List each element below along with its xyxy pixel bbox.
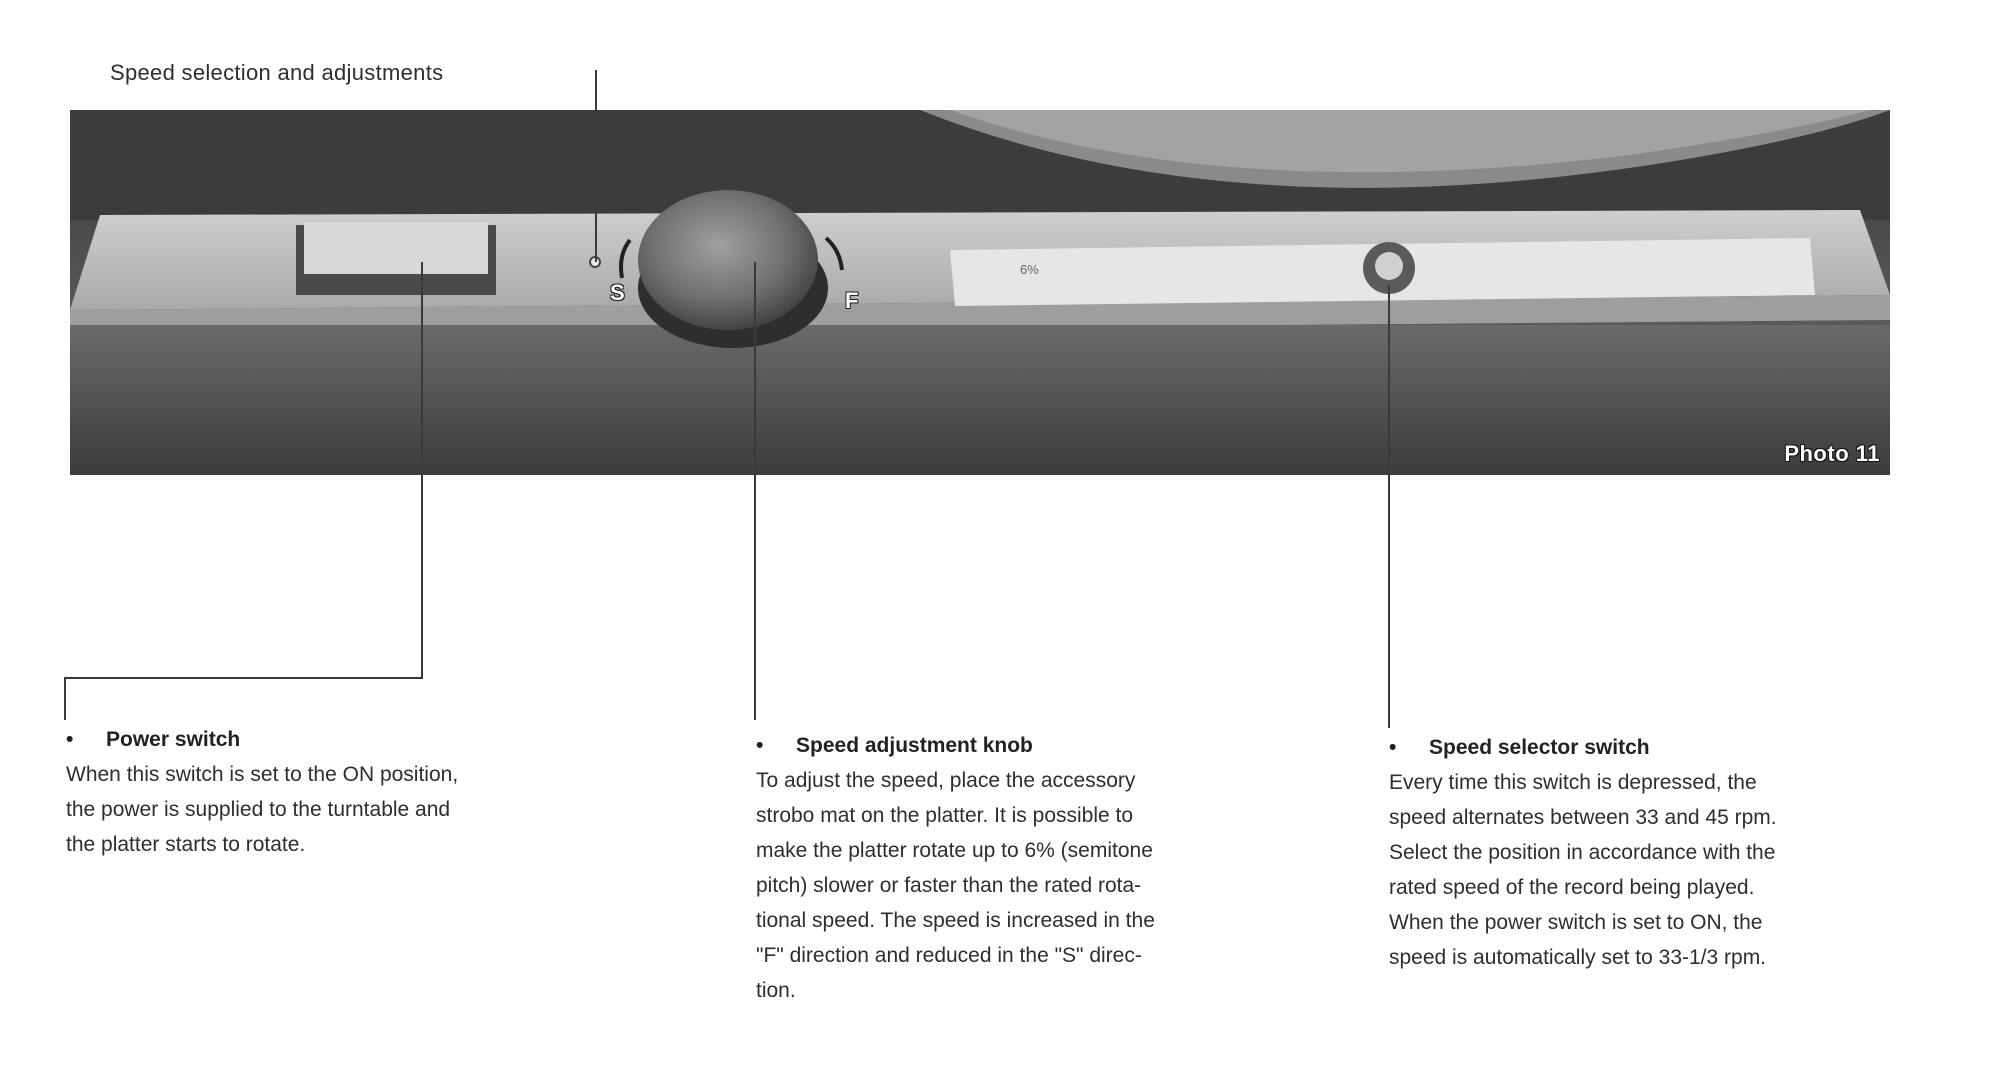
power-leader bbox=[65, 262, 422, 720]
figure-title: Speed selection and adjustments bbox=[110, 60, 444, 85]
section-title: • Power switch bbox=[66, 728, 241, 751]
section-line: make the platter rotate up to 6% (semitone bbox=[756, 839, 1153, 862]
power-switch-section bbox=[66, 722, 621, 862]
slow-mark: S bbox=[610, 280, 625, 305]
fast-mark: F bbox=[845, 288, 859, 313]
speed-adjustment-section bbox=[756, 728, 1306, 1008]
section-line: tion. bbox=[756, 979, 796, 1002]
section-line: the power is supplied to the turntable and bbox=[66, 798, 451, 821]
section-line: speed alternates between 33 and 45 rpm. bbox=[1389, 806, 1777, 829]
section-line: strobo mat on the platter. It is possible to bbox=[756, 804, 1134, 827]
section-title: • Speed selector switch bbox=[1389, 736, 1650, 759]
section-line: Select the position in accordance with the bbox=[1389, 841, 1776, 864]
speed-selector-section bbox=[1389, 730, 1939, 975]
section-line: When this switch is set to the ON position, bbox=[66, 763, 459, 786]
section-line: Every time this switch is depressed, the bbox=[1389, 771, 1757, 794]
section-line: When the power switch is set to ON, the bbox=[1389, 911, 1763, 934]
section-line: tional speed. The speed is increased in the bbox=[756, 909, 1155, 932]
section-line: pitch) slower or faster than the rated rota- bbox=[756, 874, 1142, 897]
section-line: the platter starts to rotate. bbox=[66, 833, 306, 856]
section-line: To adjust the speed, place the accessory bbox=[756, 769, 1136, 792]
section-line: "F" direction and reduced in the "S" direc- bbox=[756, 944, 1142, 967]
section-line: speed is automatically set to 33-1/3 rpm. bbox=[1389, 946, 1767, 969]
slot-mark: 6% bbox=[1020, 262, 1039, 277]
section-line: rated speed of the record being played. bbox=[1389, 876, 1755, 899]
photo-badge: Photo 11 bbox=[1784, 441, 1880, 466]
section-title: • Speed adjustment knob bbox=[756, 734, 1033, 757]
